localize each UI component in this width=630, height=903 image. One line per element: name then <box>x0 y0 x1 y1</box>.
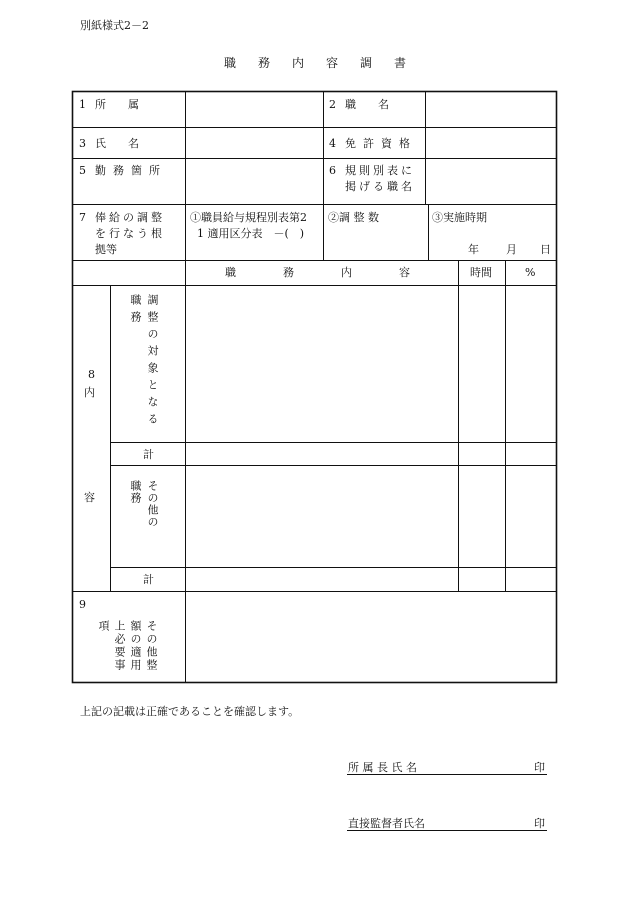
row1-num: 1 <box>79 98 86 111</box>
subtotal1-label: 計 <box>143 448 154 461</box>
subtotal2-label: 計 <box>143 573 154 586</box>
salary-item1-line1: ①職員給与規程別表第2 <box>190 211 307 224</box>
salary-item2: ②調 整 数 <box>328 211 379 224</box>
signature-line-1[interactable] <box>347 774 547 775</box>
adjusted-duties-content[interactable] <box>190 290 455 440</box>
row2-label: 職 名 <box>345 98 389 111</box>
row7-label-line1: 俸給の調整 <box>95 211 165 224</box>
row6-label-line2: 掲げる職名 <box>345 180 415 193</box>
signature-line-2[interactable] <box>347 830 547 831</box>
section8-num: 8 <box>88 368 95 381</box>
other-duties-label-col1: その他の <box>146 480 159 528</box>
date-day: 日 <box>540 243 551 256</box>
signature-label-1: 所 属 長 氏 名 <box>348 761 417 774</box>
document-title: 職務内容調書 <box>223 56 428 70</box>
row7-num: 7 <box>79 211 86 224</box>
salary-item1-line2: 1 適用区分表 －( ) <box>197 227 305 240</box>
row2-num: 2 <box>329 98 336 111</box>
row1-label: 所 属 <box>95 98 139 111</box>
section8-label-top: 内 <box>84 386 95 399</box>
other-duties-label-col2: 職務 <box>129 480 142 504</box>
row5-num: 5 <box>79 164 86 177</box>
section9-label: その他整額の適用上必要事項 <box>97 620 158 672</box>
confirmation-text: 上記の記載は正確であることを確認します。 <box>80 705 300 718</box>
row7-label-line3: 拠等 <box>95 243 117 256</box>
section9-num: 9 <box>79 598 86 611</box>
adjusted-duties-label-col2: 職務 <box>129 294 142 328</box>
duties-header: 職 務 内 容 <box>225 266 428 279</box>
section8-label-bottom: 容 <box>84 491 95 504</box>
row4-num: 4 <box>329 137 336 150</box>
seal-mark-2: 印 <box>534 817 545 830</box>
row3-num: 3 <box>79 137 86 150</box>
row6-num: 6 <box>329 164 336 177</box>
seal-mark-1: 印 <box>534 761 545 774</box>
form-id: 別紙様式2－2 <box>80 19 149 32</box>
time-header: 時間 <box>470 266 492 279</box>
row7-label-line2: を行なう根 <box>95 227 165 240</box>
signature-label-2: 直接監督者氏名 <box>348 817 425 830</box>
salary-item3: ③実施時期 <box>432 211 487 224</box>
percent-header: % <box>525 266 536 279</box>
adjusted-duties-label-col1: 調整の対象となる <box>146 294 159 430</box>
date-month: 月 <box>506 243 517 256</box>
row5-label: 勤務箇所 <box>95 164 167 177</box>
other-duties-content[interactable] <box>190 470 455 565</box>
row6-label-line1: 規則別表に <box>345 164 415 177</box>
section9-content[interactable] <box>190 596 550 678</box>
row3-label: 氏 名 <box>95 137 139 150</box>
row4-label: 免許資格 <box>345 137 417 150</box>
date-year: 年 <box>468 243 479 256</box>
